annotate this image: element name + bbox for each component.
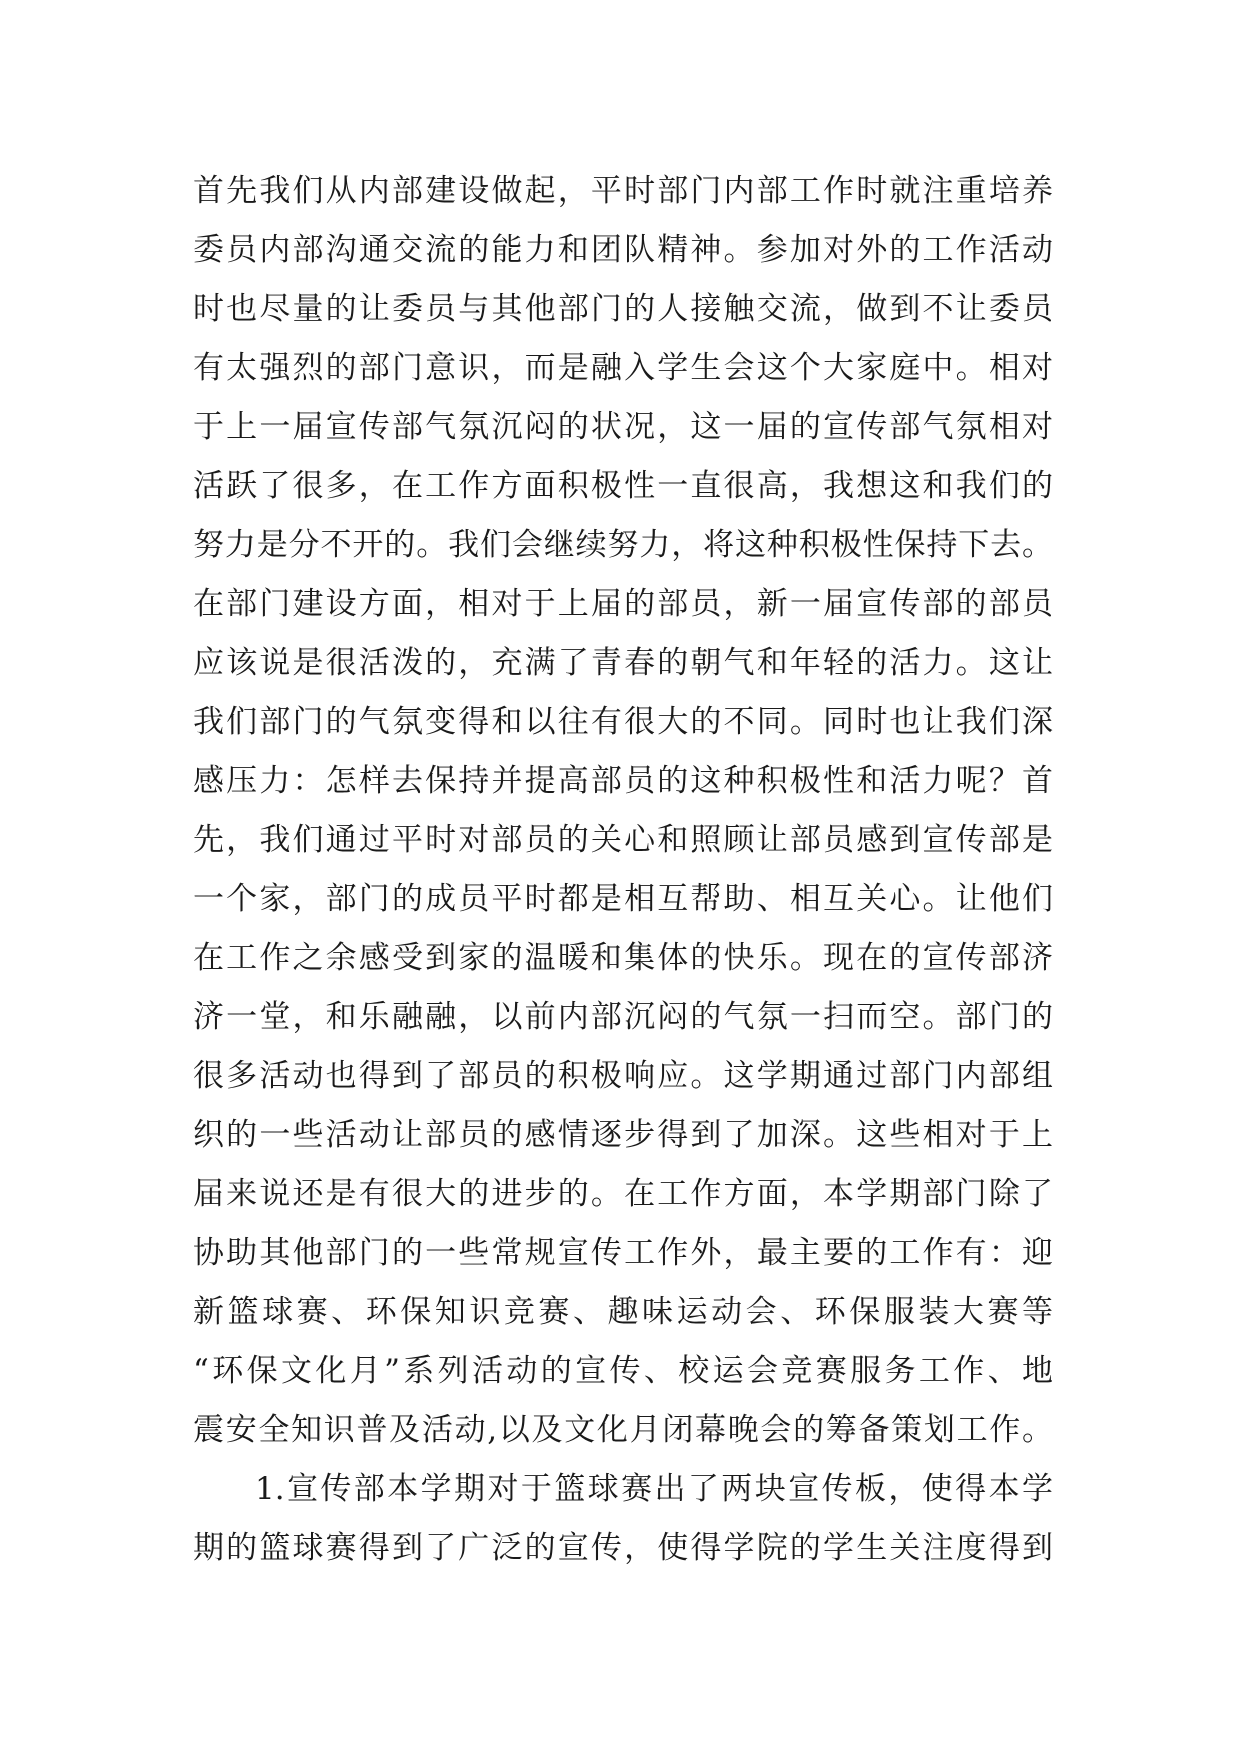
text-line: “环保文化月”系列活动的宣传、校运会竞赛服务工作、地 — [193, 1353, 1053, 1389]
text-line: 活跃了很多，在工作方面积极性一直很高，我想这和我们的 — [193, 468, 1053, 504]
text-line: 应该说是很活泼的，充满了青春的朝气和年轻的活力。这让 — [193, 645, 1053, 681]
text-line: 震安全知识普及活动,以及文化月闭幕晚会的筹备策划工作。 — [193, 1412, 1053, 1448]
text-line: 很多活动也得到了部员的积极响应。这学期通过部门内部组 — [193, 1058, 1053, 1094]
text-line: 织的一些活动让部员的感情逐步得到了加深。这些相对于上 — [193, 1117, 1053, 1153]
text-line: 有太强烈的部门意识，而是融入学生会这个大家庭中。相对 — [193, 350, 1053, 386]
text-line: 在工作之余感受到家的温暖和集体的快乐。现在的宣传部济 — [193, 940, 1053, 976]
numbered-item-line: 1.宣传部本学期对于篮球赛出了两块宣传板，使得本学 — [255, 1471, 1053, 1507]
text-line: 先，我们通过平时对部员的关心和照顾让部员感到宣传部是 — [193, 822, 1053, 858]
text-line: 时也尽量的让委员与其他部门的人接触交流，做到不让委员 — [193, 291, 1053, 327]
text-line: 一个家，部门的成员平时都是相互帮助、相互关心。让他们 — [193, 881, 1053, 917]
text-line: 努力是分不开的。我们会继续努力，将这种积极性保持下去。 — [193, 527, 1053, 563]
text-line: 期的篮球赛得到了广泛的宣传，使得学院的学生关注度得到 — [193, 1530, 1053, 1566]
text-line: 届来说还是有很大的进步的。在工作方面，本学期部门除了 — [193, 1176, 1053, 1212]
text-line: 协助其他部门的一些常规宣传工作外，最主要的工作有：迎 — [193, 1235, 1053, 1271]
body-text — [193, 162, 1053, 1578]
text-line: 我们部门的气氛变得和以往有很大的不同。同时也让我们深 — [193, 704, 1053, 740]
text-line: 感压力：怎样去保持并提高部员的这种积极性和活力呢？首 — [193, 763, 1053, 799]
text-line: 首先我们从内部建设做起，平时部门内部工作时就注重培养 — [193, 173, 1053, 209]
text-line: 委员内部沟通交流的能力和团队精神。参加对外的工作活动 — [193, 232, 1053, 268]
text-line: 在部门建设方面，相对于上届的部员，新一届宣传部的部员 — [193, 586, 1053, 622]
text-line: 新篮球赛、环保知识竞赛、趣味运动会、环保服装大赛等 — [193, 1294, 1053, 1330]
text-line: 济一堂，和乐融融，以前内部沉闷的气氛一扫而空。部门的 — [193, 999, 1053, 1035]
text-line: 于上一届宣传部气氛沉闷的状况，这一届的宣传部气氛相对 — [193, 409, 1053, 445]
